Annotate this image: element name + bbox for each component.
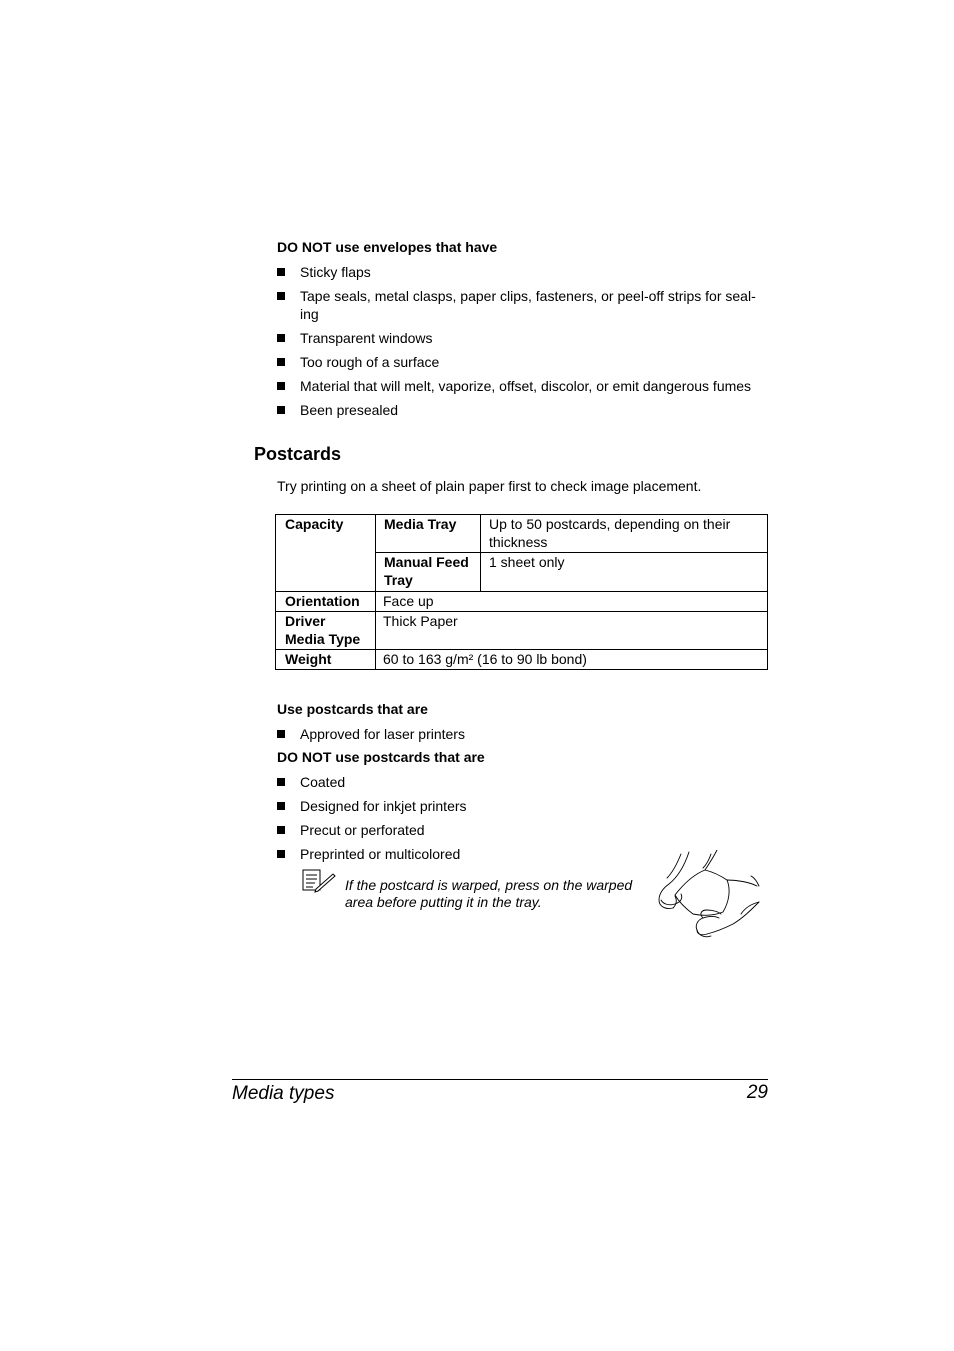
orientation-label: Orientation: [276, 592, 376, 612]
weight-value: 60 to 163 g/m² (16 to 90 lb bond): [376, 650, 768, 670]
table-row: [276, 515, 768, 553]
manual-feed-value: 1 sheet only: [481, 553, 768, 592]
bullet-square-icon: [277, 406, 285, 414]
bullet-square-icon: [277, 802, 285, 810]
postcard-spec-table: [275, 514, 768, 670]
hands-pressing-postcard-illustration: [655, 850, 763, 940]
orientation-value: Face up: [376, 592, 768, 612]
footer-title: Media types: [232, 1083, 335, 1104]
bullet-square-icon: [277, 268, 285, 276]
media-tray-value: Up to 50 postcards, depending on their thickness: [481, 515, 768, 553]
bullet-square-icon: [277, 778, 285, 786]
bullet-square-icon: [277, 382, 285, 390]
bullet-square-icon: [277, 292, 285, 300]
donot-postcards-heading: DO NOT use postcards that are: [277, 749, 485, 765]
manual-feed-label: Manual Feed Tray: [376, 553, 481, 592]
page-number: 29: [746, 1082, 768, 1103]
note-pencil-icon: [302, 869, 336, 893]
section-title: Postcards: [254, 444, 342, 464]
envelopes-heading: DO NOT use envelopes that have: [277, 239, 498, 255]
media-tray-label: Media Tray: [376, 515, 481, 553]
table-row: [276, 592, 768, 612]
bullet-square-icon: [277, 334, 285, 342]
bullet-square-icon: [277, 850, 285, 858]
capacity-label: Capacity: [276, 515, 376, 592]
table-row: [276, 612, 768, 650]
bullet-square-icon: [277, 358, 285, 366]
weight-label: Weight: [276, 650, 376, 670]
bullet-square-icon: [277, 826, 285, 834]
driver-media-type-label: Driver Media Type: [276, 612, 376, 650]
note-text: If the postcard is warped, press on the warped area before putting it in the tray.: [345, 877, 633, 910]
driver-media-type-value: Thick Paper: [376, 612, 768, 650]
table-row: [276, 650, 768, 670]
bullet-square-icon: [277, 730, 285, 738]
intro-paragraph: Try printing on a sheet of plain paper first to check image placement.: [277, 478, 702, 494]
footer-rule: [232, 1079, 768, 1080]
use-postcards-heading: Use postcards that are: [277, 701, 428, 717]
